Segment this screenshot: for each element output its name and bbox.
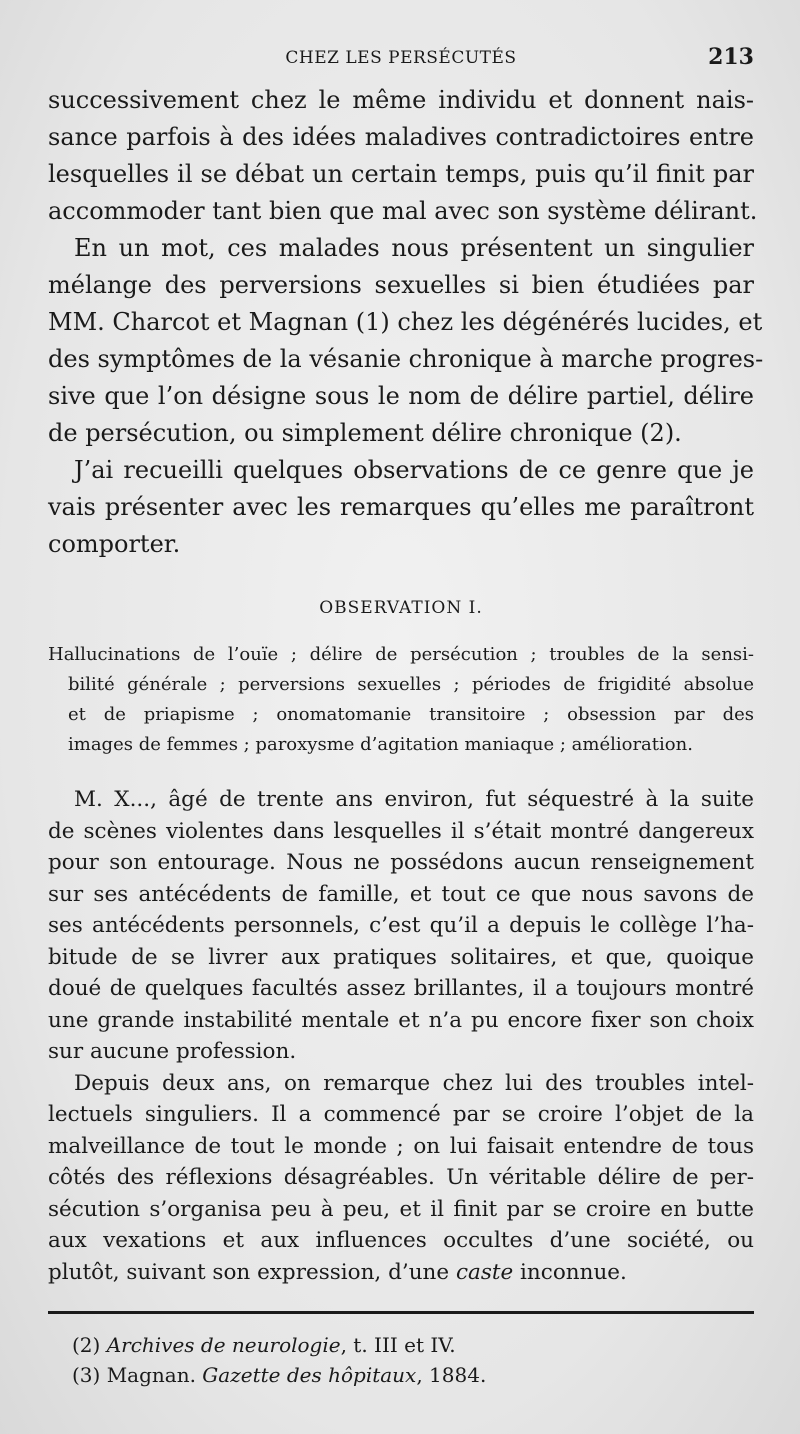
text-line: une grande instabilité mentale et n’a pu encore fixer son choix <box>48 1007 754 1033</box>
footnote-text: , 1884. <box>416 1363 487 1387</box>
observation-summary <box>48 640 754 760</box>
text-line: aux vexations et aux influences occultes d’une société, ou <box>48 1228 754 1253</box>
text-line: pour son entourage. Nous ne possédons aucun renseignement <box>48 850 754 875</box>
text-line: M. X..., âgé de trente ans environ, fut séquestré à la suite <box>74 787 754 812</box>
text-line <box>48 1257 754 1289</box>
text-line: sance parfois à des idées maladives contradictoires entre <box>48 123 754 151</box>
paragraph <box>48 1068 754 1289</box>
running-title: CHEZ LES PERSÉCUTÉS <box>285 48 517 68</box>
text-line: bitude de se livrer aux pratiques solitaires, et que, quoique <box>48 944 754 970</box>
text-line: sur ses antécédents de famille, et tout ce que nous savons de <box>48 881 754 907</box>
page-header <box>48 44 754 74</box>
text-span: plutôt, suivant son expression, d’une <box>48 1259 456 1285</box>
text-line: sive que l’on désigne sous le nom de délire partiel, délire <box>48 382 754 410</box>
footnote-title: Gazette des hôpitaux <box>202 1363 417 1387</box>
text-line: de scènes violentes dans lesquelles il s’était montré dangereux <box>48 818 754 844</box>
text-line: J’ai recueilli quelques observations de ce genre que je <box>74 456 754 484</box>
text-line: Depuis deux ans, on remarque chez lui des troubles intel- <box>74 1070 754 1096</box>
footnote-title: Archives de neurologie <box>106 1333 341 1357</box>
footnote <box>72 1360 486 1390</box>
summary-line: Hallucinations de l’ouïe ; délire de persécution ; troubles de la sensi- <box>48 644 754 665</box>
observation-title: OBSERVATION I. <box>319 598 483 618</box>
footnote-marker: (2) <box>72 1333 107 1357</box>
observation-body <box>48 784 754 1288</box>
summary-line: et de priapisme ; onomatomanie transitoire ; obsession par des <box>68 704 754 725</box>
footnote <box>72 1330 486 1360</box>
text-line: comporter. <box>48 530 181 558</box>
text-line: successivement chez le même individu et donnent nais- <box>48 86 754 114</box>
text-line: doué de quelques facultés assez brillantes, il a toujours montré <box>48 976 754 1001</box>
summary-line: images de femmes ; paroxysme d’agitation maniaque ; amélioration. <box>68 734 693 755</box>
page-number: 213 <box>708 44 754 70</box>
text-line: accommoder tant bien que mal avec son système délirant. <box>48 197 758 225</box>
text-line: malveillance de tout le monde ; on lui faisait entendre de tous <box>48 1133 754 1159</box>
footnote-divider <box>48 1311 754 1314</box>
text-span: inconnue. <box>513 1259 627 1285</box>
paragraph <box>48 452 754 563</box>
text-line: mélange des perversions sexuelles si bien étudiées par <box>48 271 754 299</box>
text-line: MM. Charcot et Magnan (1) chez les dégénérés lucides, et <box>48 308 763 336</box>
footnote-author: Magnan. <box>106 1363 203 1387</box>
text-line: côtés des réflexions désagréables. Un véritable délire de per- <box>48 1165 754 1190</box>
text-line: En un mot, ces malades nous présentent un singulier <box>74 234 754 262</box>
text-line: des symptômes de la vésanie chronique à marche progres- <box>48 345 764 373</box>
paragraph <box>48 784 754 1068</box>
intro-text <box>48 82 764 563</box>
italic-word: caste <box>455 1259 514 1285</box>
text-line: de persécution, ou simplement délire chronique (2). <box>48 419 682 447</box>
paragraph <box>48 82 758 230</box>
text-line: ses antécédents personnels, c’est qu’il a depuis le collège l’ha- <box>48 913 754 938</box>
summary-line: bilité générale ; perversions sexuelles ; périodes de frigidité absolue <box>68 674 754 695</box>
footnotes <box>72 1330 486 1390</box>
text-line: lectuels singuliers. Il a commencé par se croire l’objet de la <box>48 1102 754 1127</box>
footnote-text: , t. III et IV. <box>340 1333 456 1357</box>
text-line: lesquelles il se débat un certain temps, puis qu’il finit par <box>48 160 754 188</box>
paragraph <box>48 230 764 452</box>
text-line: vais présenter avec les remarques qu’elles me paraîtront <box>48 493 754 521</box>
text-line: sur aucune profession. <box>48 1039 297 1064</box>
text-line: sécution s’organisa peu à peu, et il finit par se croire en butte <box>48 1196 754 1222</box>
footnote-marker: (3) <box>72 1363 107 1387</box>
